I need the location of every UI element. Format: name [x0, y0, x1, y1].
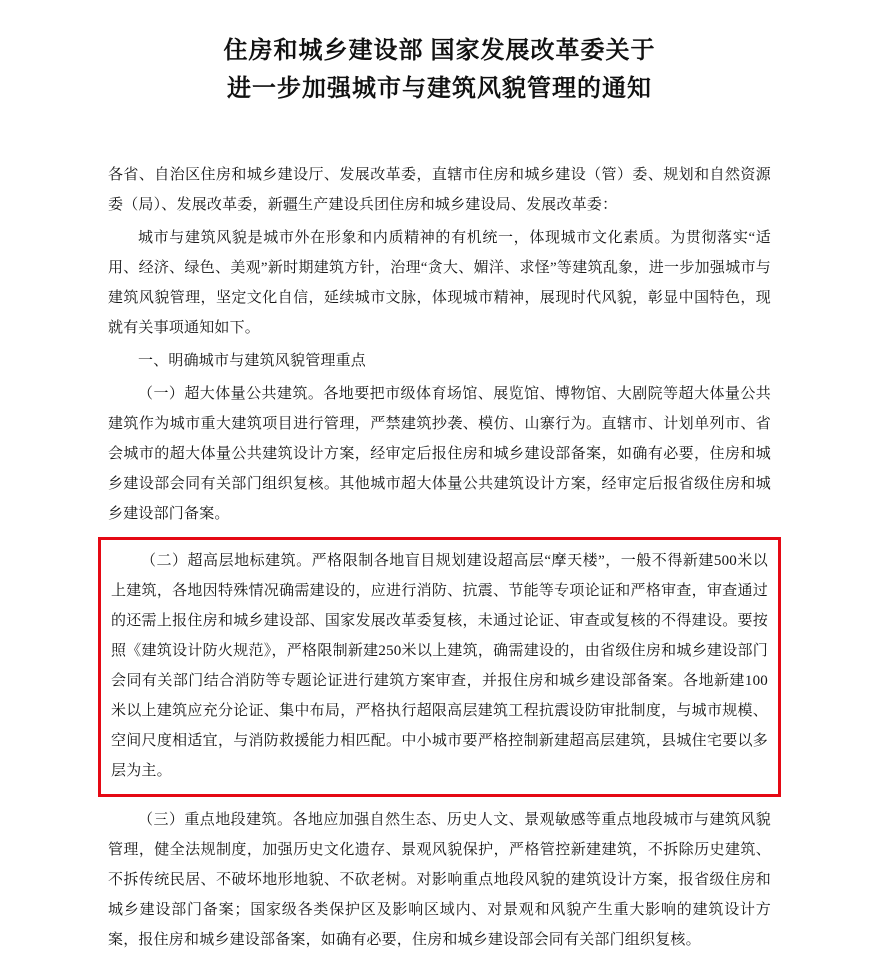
recipients-paragraph: 各省、自治区住房和城乡建设厅、发展改革委，直辖市住房和城乡建设（管）委、规划和自然资源委（局）、发展改革委，新疆生产建设兵团住房和城乡建设局、发展改革委： [108, 167, 771, 213]
title-line-1: 住房和城乡建设部 国家发展改革委关于 [223, 38, 656, 64]
document-body [108, 160, 771, 955]
item-three-paragraph: （三）重点地段建筑。各地应加强自然生态、历史人文、景观敏感等重点地段城市与建筑风貌管理，健全法规制度，加强历史文化遗存、景观风貌保护，严格管控新建建筑，不拆除历史建筑、不拆传统民居、不破坏地形地貌、不砍老树。对影响重点地段风貌的建筑设计方案，报省级住房和城乡建设部门备案；国家级各类保护区及影响区域内、对景观和风貌产生重大影响的建筑设计方案，报住房和城乡建设部备案，如确有必要，住房和城乡建设部会同有关部门组织复核。 [108, 812, 771, 948]
section-one-heading: 一、明确城市与建筑风貌管理重点 [138, 353, 367, 369]
item-one-paragraph: （一）超大体量公共建筑。各地要把市级体育场馆、展览馆、博物馆、大剧院等超大体量公共建筑作为城市重大建筑项目进行管理，严禁建筑抄袭、模仿、山寨行为。直辖市、计划单列市、省会城市的超大体量公共建筑设计方案，经审定后报住房和城乡建设部备案，如确有必要，住房和城乡建设部会同有关部门组织复核。其他城市超大体量公共建筑设计方案，经审定后报省级住房和城乡建设部门备案。 [108, 386, 771, 522]
red-highlight-annotation [98, 537, 781, 797]
item-two-paragraph: （二）超高层地标建筑。严格限制各地盲目规划建设超高层“摩天楼”，一般不得新建500米以上建筑，各地因特殊情况确需建设的，应进行消防、抗震、节能等专项论证和严格审查，审查通过的还需上报住房和城乡建设部、国家发展改革委复核，未通过论证、审查或复核的不得建设。要按照《建筑设计防火规范》，严格限制新建250米以上建筑，确需建设的，由省级住房和城乡建设部门会同有关部门结合消防等专题论证进行建筑方案审查，并报住房和城乡建设部备案。各地新建100米以上建筑应充分论证、集中布局，严格执行超限高层建筑工程抗震设防审批制度，与城市规模、空间尺度相适宜，与消防救援能力相匹配。中小城市要严格控制新建超高层建筑，县城住宅要以多层为主。 [111, 553, 768, 779]
preamble-paragraph: 城市与建筑风貌是城市外在形象和内质精神的有机统一，体现城市文化素质。为贯彻落实“适用、经济、绿色、美观”新时期建筑方针，治理“贪大、媚洋、求怪”等建筑乱象，进一步加强城市与建筑风貌管理，坚定文化自信，延续城市文脉，体现城市精神，展现时代风貌，彰显中国特色，现就有关事项通知如下。 [108, 230, 771, 336]
page-title [108, 22, 771, 108]
title-line-2: 进一步加强城市与建筑风貌管理的通知 [227, 76, 652, 102]
